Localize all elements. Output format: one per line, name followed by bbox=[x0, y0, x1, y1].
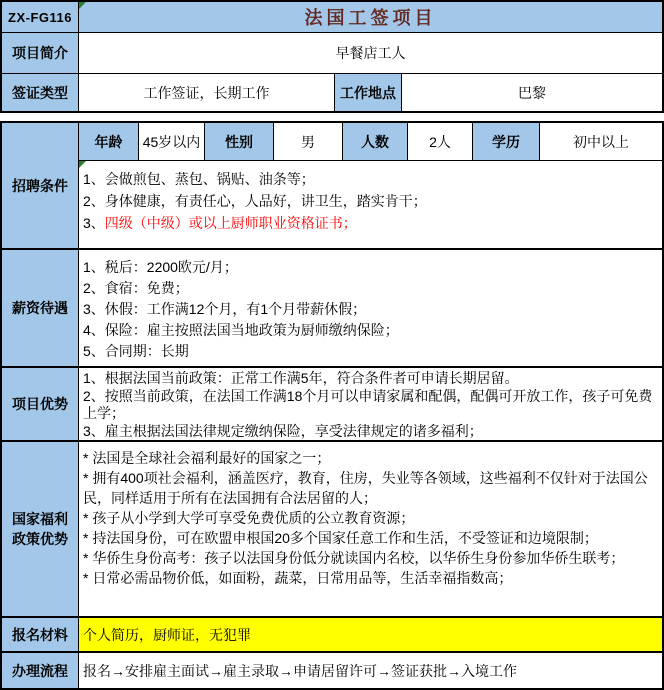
spec-gender-value: 男 bbox=[274, 123, 343, 160]
spec-age-label: 年龄 bbox=[79, 123, 139, 160]
salary-content bbox=[79, 250, 662, 366]
materials-value: 个人简历，厨师证，无犯罪 bbox=[79, 618, 662, 651]
spec-education-label: 学历 bbox=[473, 123, 540, 160]
advantage-item: 2、按照当前政策，在法国工作满18个月可以申请家属和配偶，配偶可开放工作，孩子可免费上学； bbox=[83, 387, 653, 421]
visa-row bbox=[2, 74, 662, 111]
process-label: 办理流程 bbox=[2, 653, 79, 688]
recruit-label: 招聘条件 bbox=[2, 123, 79, 248]
project-code: ZX-FG116 bbox=[2, 2, 79, 32]
welfare-item: * 华侨生身份高考：孩子以法国身份低分就读国内名校，以华侨生身份参加华侨生联考； bbox=[83, 550, 625, 566]
welfare-section bbox=[2, 442, 662, 618]
welfare-item: * 法国是全球社会福利最好的国家之一； bbox=[83, 450, 331, 466]
advantages-content bbox=[79, 368, 662, 440]
intro-label: 项目简介 bbox=[2, 33, 79, 73]
process-content bbox=[79, 653, 662, 688]
recruit-section bbox=[2, 123, 662, 250]
process-value: 报名→安排雇主面试→雇主录取→申请居留许可→签证获批→入境工作 bbox=[83, 662, 517, 679]
excel-error-triangle-icon bbox=[79, 161, 86, 168]
salary-item: 3、休假：工作满12个月，有1个月带薪休假； bbox=[83, 301, 367, 317]
work-location-label: 工作地点 bbox=[335, 74, 402, 111]
project-title bbox=[79, 2, 662, 32]
spec-count-label: 人数 bbox=[343, 123, 408, 160]
welfare-list bbox=[79, 442, 662, 616]
welfare-item: * 孩子从小学到大学可享受免费优质的公立教育资源； bbox=[83, 510, 415, 526]
spec-gender-label: 性别 bbox=[205, 123, 274, 160]
welfare-item: * 持法国身份，可在欧盟申根国20多个国家任意工作和生活，不受签证和边境限制； bbox=[83, 530, 598, 546]
process-section bbox=[2, 653, 662, 688]
welfare-item: * 日常必需品物价低，如面粉，蔬菜，日常用品等，生活幸福指数高； bbox=[83, 570, 513, 586]
recruit-content bbox=[79, 123, 662, 248]
advantage-item: 1、根据法国当前政策：正常工作满5年，符合条件者可申请长期居留。 bbox=[83, 370, 519, 386]
welfare-item: * 拥有400项社会福利，涵盖医疗，教育，住房，失业等各领域，这些福利不仅针对于法国公民，同样适用于所有在法国拥有合法居留的人； bbox=[83, 470, 648, 506]
advantages-label: 项目优势 bbox=[2, 368, 79, 440]
project-header-table bbox=[0, 0, 664, 113]
condition-item: 1、会做煎包、蒸包、锅贴、油条等； bbox=[83, 171, 315, 187]
salary-item: 4、保险：雇主按照法国当地政策为厨师缴纳保险； bbox=[83, 322, 399, 338]
welfare-label: 国家福利政策优势 bbox=[2, 442, 79, 616]
condition-item-prefix: 3、 bbox=[83, 215, 105, 231]
salary-list bbox=[79, 250, 662, 366]
advantage-item: 3、雇主根据法国法律规定缴纳保险，享受法律规定的诸多福利； bbox=[83, 422, 483, 439]
spec-count-value: 2人 bbox=[408, 123, 473, 160]
spec-education-value: 初中以上 bbox=[573, 133, 629, 150]
recruit-conditions bbox=[79, 161, 662, 248]
specs-row bbox=[79, 123, 662, 161]
salary-section bbox=[2, 250, 662, 368]
excel-error-triangle-icon bbox=[79, 2, 86, 9]
visa-type-label: 签证类型 bbox=[2, 74, 79, 111]
condition-item: 2、身体健康，有责任心，人品好，讲卫生，踏实肯干； bbox=[83, 193, 427, 209]
materials-section bbox=[2, 618, 662, 653]
project-title-text: 法国工签项目 bbox=[304, 8, 437, 28]
advantages-list bbox=[79, 368, 662, 440]
salary-item: 5、合同期：长期 bbox=[83, 343, 189, 359]
advantages-section bbox=[2, 368, 662, 442]
header-row bbox=[2, 2, 662, 33]
intro-row bbox=[2, 33, 662, 74]
materials-label: 报名材料 bbox=[2, 618, 79, 651]
condition-item bbox=[83, 212, 658, 234]
materials-content bbox=[79, 618, 662, 651]
work-location-value: 巴黎 bbox=[518, 84, 546, 101]
spec-age-value: 45岁以内 bbox=[139, 123, 205, 160]
visa-type-value: 工作签证，长期工作 bbox=[79, 74, 335, 111]
section-gap bbox=[0, 113, 664, 121]
intro-value: 早餐店工人 bbox=[335, 45, 406, 61]
salary-label: 薪资待遇 bbox=[2, 250, 79, 366]
certificate-requirement-red-text: 四级（中级）或以上厨师职业资格证书； bbox=[104, 215, 357, 231]
welfare-content bbox=[79, 442, 662, 616]
project-details-table bbox=[0, 121, 664, 690]
salary-item: 2、食宿：免费； bbox=[83, 280, 189, 296]
salary-item: 1、税后：2200欧元/月； bbox=[83, 259, 238, 275]
